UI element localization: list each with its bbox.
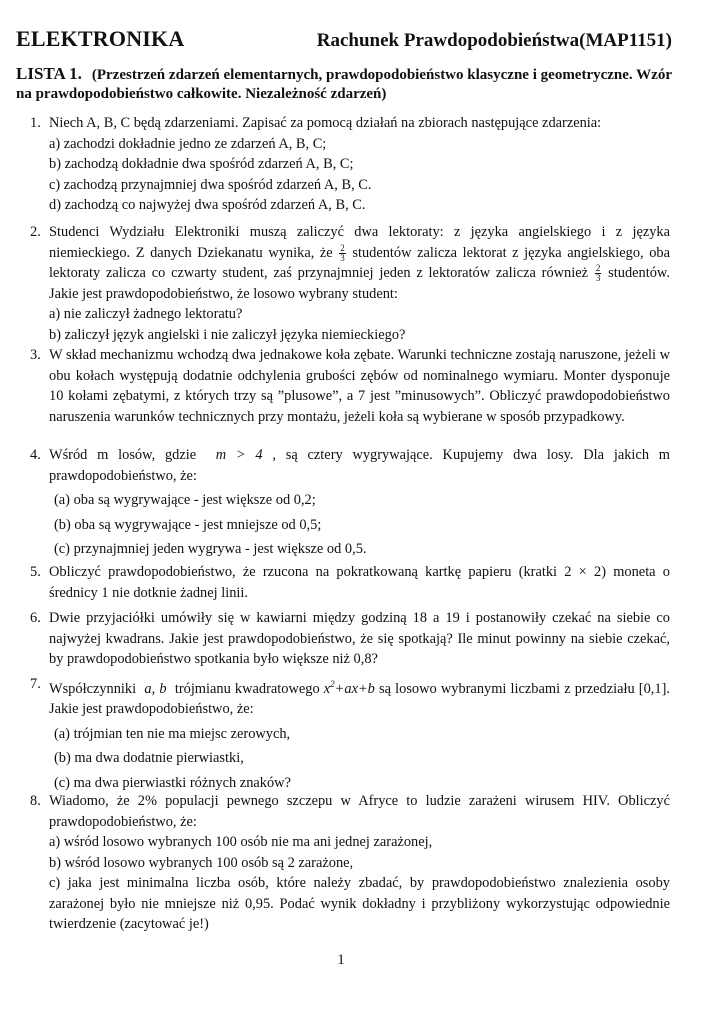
problem-7-text-a: Współczynniki: [49, 680, 137, 697]
problem-7-text-b: trójmianu kwadratowego: [174, 680, 320, 697]
problem-number: 4.: [30, 447, 41, 463]
list-heading: [16, 64, 672, 104]
problem-4-text: [49, 447, 670, 484]
problem-1-item-a: a) zachodzi dokładnie jedno ze zdarzeń A, B, C;: [49, 135, 327, 152]
problem-number: 5.: [30, 564, 41, 580]
problem-7: [30, 674, 670, 793]
problem-1-intro: Niech A, B, C będą zdarzeniami. Zapisać za pomocą działań na zbiorach następujące zdarzenia:: [49, 115, 602, 131]
problem-number: 3.: [30, 347, 41, 363]
problem-3: [30, 345, 670, 427]
problem-3-text: W skład mechanizmu wchodzą dwa jednakowe koła zębate. Warunki techniczne zostają naruszone, jeżeli w obu kołach występują dodatnie odchylenia grubości zębów od nominalnego wymiaru. Monter dysponuje 10 kołami zębatymi, z których trzy są ”plusowe”, a 7 jest ”minusowych”. Obliczyć prawdopodobieństwo naruszenia warunków technicznych przy montażu, jeżeli koła są wybierane w sposób przypadkowy.: [49, 347, 670, 425]
problem-2-item-a: a) nie zaliczył żadnego lektoratu?: [49, 306, 243, 322]
problem-7-item-c: (c) ma dwa pierwiastki różnych znaków?: [54, 774, 291, 791]
problem-2-text: [49, 224, 670, 302]
problem-4-item-a: (a) oba są wygrywające - jest większe od 0,2;: [54, 492, 316, 508]
problem-2: [30, 222, 670, 345]
problem-4: [30, 445, 670, 560]
problem-1-item-c: c) zachodzą przynajmniej dwa spośród zdarzeń A, B, C.: [49, 176, 372, 193]
course-title: ELEKTRONIKA: [16, 26, 185, 51]
problem-7-text: [49, 681, 670, 718]
fraction-numerator: 2: [595, 263, 601, 274]
fraction-denominator: 3: [595, 273, 601, 284]
problem-8-item-b: b) wśród losowo wybranych 100 osób są 2 zarażone,: [49, 854, 354, 871]
problem-2-text-c: studentów. Jakie jest prawdopodobieństwo, że losowo wybrany student:: [49, 265, 670, 302]
problem-8-intro: Wiadomo, że 2% populacji pewnego szczepu w Afryce to ludzie zarażeni wirusem HIV. Obliczyć prawdopodobieństwo, że:: [49, 793, 670, 830]
fraction-denominator: 3: [340, 252, 345, 263]
fraction-two-thirds: [595, 264, 602, 283]
problem-4-text-b: , są cztery wygrywające. Kupujemy dwa losy. Dla jakich m prawdopodobieństwo, że:: [49, 447, 670, 484]
subject-title: Rachunek Prawdopodobieństwa(MAP1151): [316, 30, 672, 51]
problem-4-item-b: (b) oba są wygrywające - jest mniejsze od 0,5;: [54, 516, 322, 533]
problem-number: 7.: [30, 676, 41, 692]
problem-2-item-b: b) zaliczył język angielski i nie zaliczył języka niemieckiego?: [49, 326, 406, 343]
problem-8-item-c: c) jaka jest minimalna liczba osób, które należy zbadać, by prawdopodobieństwo znalezienia osoby zarażonej było nie mniejsze niż 0,95. Podać wynik dokładny i przybliżony wykorzystując odpowiednie twierdzenie (zacytować je!): [49, 875, 670, 932]
problem-number: 1.: [30, 115, 41, 131]
problem-7-vars: a, b: [144, 680, 167, 697]
list-label: LISTA 1.: [16, 64, 82, 83]
problem-number: 8.: [30, 793, 41, 809]
problem-number: 2.: [30, 224, 41, 240]
polynomial-exponent: 2: [330, 679, 335, 689]
polynomial-base: x: [323, 680, 331, 697]
problem-5: [30, 562, 670, 603]
problem-8-item-a: a) wśród losowo wybranych 100 osób nie ma ani jednej zarażonej,: [49, 834, 433, 850]
polynomial-rest: +ax+b: [334, 680, 375, 697]
problem-7-item-a: (a) trójmian ten nie ma miejsc zerowych,: [54, 725, 291, 742]
problem-8: [30, 791, 670, 935]
problem-4-text-a: Wśród m losów, gdzie: [49, 447, 197, 463]
polynomial: [324, 681, 375, 697]
fraction-numerator: 2: [340, 242, 345, 253]
problem-6-text: Dwie przyjaciółki umówiły się w kawiarni między godziną 18 a 19 i postanowiły czekać na siebie co najwyżej kwadrans. Jakie jest prawdopodobieństwo, że się spotkają? Ile minut powinny na siebie czekać, by prawdopodobieństwo spotkania było większe niż 0,8?: [49, 610, 670, 667]
fraction-two-thirds: [339, 244, 346, 263]
problem-2-text-a: Studenci Wydziału Elektroniki muszą zaliczyć dwa lektoraty: z języka angielskiego i z języka niemieckiego. Z danych Dziekanatu wynika, że: [49, 224, 670, 261]
problem-5-text: Obliczyć prawdopodobieństwo, że rzucona na pokratkowaną kartkę papieru (kratki 2 × 2) moneta o średnicy 1 nie dotknie żadnej linii.: [49, 564, 670, 601]
problem-number: 6.: [30, 610, 41, 626]
problem-1-item-b: b) zachodzą dokładnie dwa spośród zdarzeń A, B, C;: [49, 156, 354, 172]
list-topics: (Przestrzeń zdarzeń elementarnych, prawdopodobieństwo klasyczne i geometryczne. Wzór na prawdopodobieństwo całkowite. Niezależność zdarzeń): [16, 67, 673, 102]
problem-1-item-d: d) zachodzą co najwyżej dwa spośród zdarzeń A, B, C.: [49, 197, 366, 213]
problem-6: [30, 608, 670, 670]
problem-1: [30, 113, 670, 216]
problem-7-text-c: są losowo wybranymi liczbami z przedziału [0,1]. Jakie jest prawdopodobieństwo, że:: [49, 680, 670, 718]
problem-2-text-b: studentów zalicza lektorat z języka angielskiego, oba lektoraty zalicza co czwarty student, zaś przynajmniej jeden z lektoratów zalicza również: [49, 244, 670, 281]
problem-4-item-c: (c) przynajmniej jeden wygrywa - jest większe od 0,5.: [54, 541, 367, 557]
page-number: 1: [337, 952, 345, 968]
problem-7-item-b: (b) ma dwa dodatnie pierwiastki,: [54, 750, 244, 767]
problem-4-condition: m > 4: [215, 447, 263, 463]
